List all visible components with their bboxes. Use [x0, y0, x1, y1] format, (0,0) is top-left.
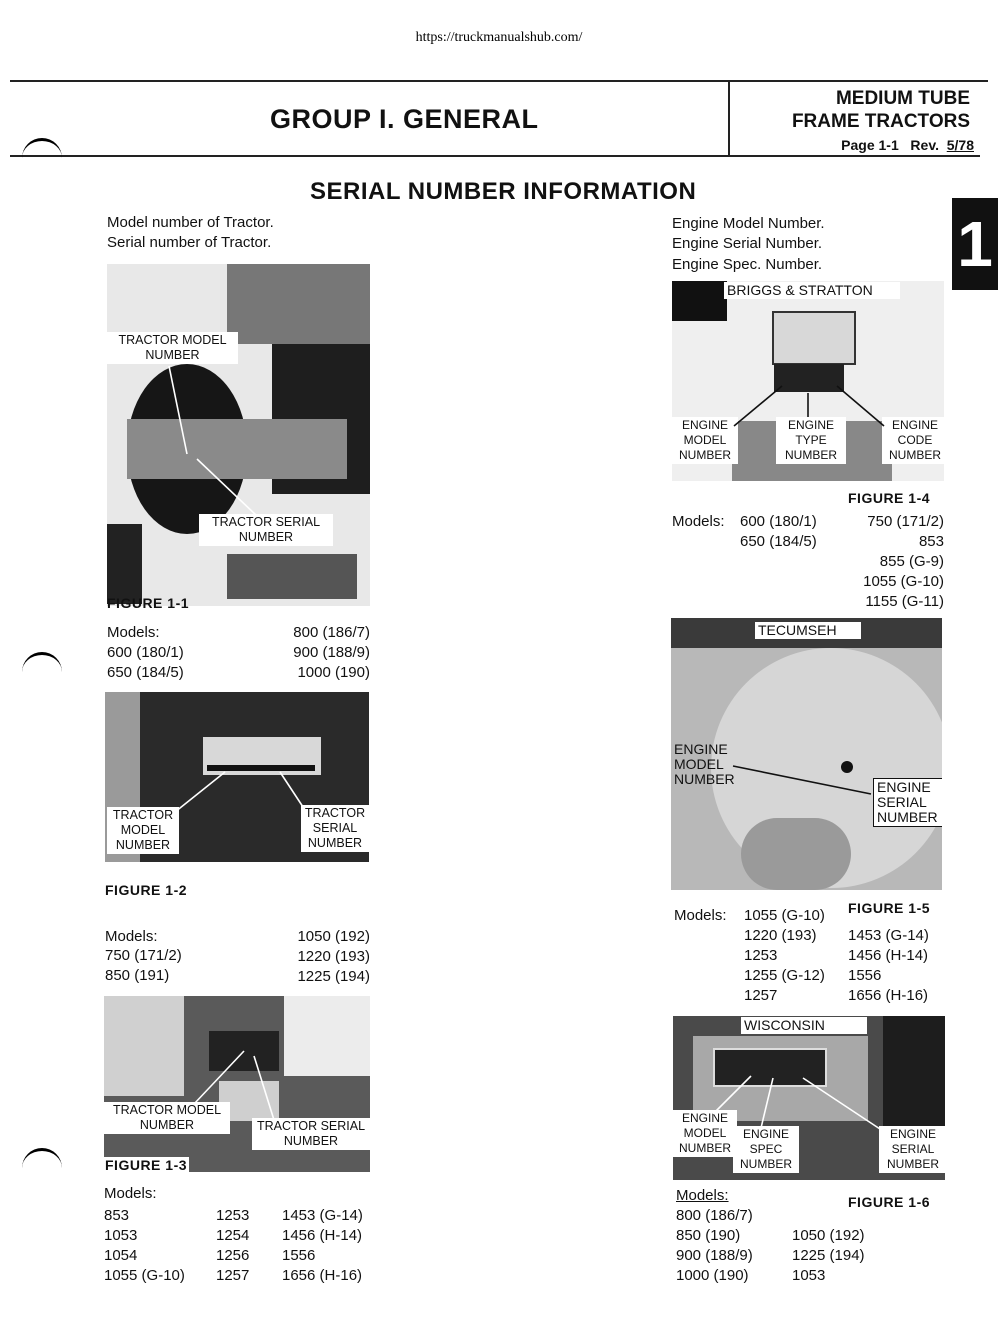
header-bottom-rule [10, 155, 980, 157]
figure-1-5-model-label: ENGINE MODEL NUMBER [674, 741, 735, 787]
figure-1-1-model-label: TRACTOR MODEL NUMBER [107, 332, 238, 364]
model-entry: 1556 [848, 967, 882, 984]
left-intro-1: Model number of Tractor. [107, 214, 274, 231]
figure-1-1-models-col1 [107, 643, 184, 683]
figure-1-2-model-label: TRACTOR MODEL NUMBER [107, 807, 179, 854]
model-entry: 1000 (190) [676, 1267, 749, 1284]
header-divider [728, 82, 730, 157]
model-entry: 1053 [104, 1227, 138, 1244]
figure-1-2-leader-lines [105, 692, 369, 862]
binder-hole-icon [22, 138, 62, 163]
figure-1-6-model-label: ENGINE MODEL NUMBER [673, 1110, 737, 1157]
figure-1-1-models-heading: Models: [107, 624, 160, 641]
figure-1-3-leader-lines [104, 996, 370, 1172]
group-title: GROUP I. GENERAL [270, 104, 539, 134]
right-intro-3: Engine Spec. Number. [672, 256, 823, 273]
figure-1-6-photo [673, 1016, 945, 1180]
page-label: Page 1-1 [841, 137, 899, 153]
figure-1-4-models-col2 [838, 512, 944, 612]
left-intro-2: Serial number of Tractor. [107, 234, 272, 251]
figure-1-5-models-heading: Models: [674, 907, 727, 924]
figure-1-3-models-col1 [104, 1206, 185, 1286]
model-entry: 853 [104, 1207, 130, 1224]
figure-1-6-models-col2 [792, 1226, 865, 1286]
figure-1-5-models-col2 [848, 926, 929, 1006]
figure-1-5-photo [671, 618, 942, 890]
right-intro-1: Engine Model Number. [672, 215, 825, 232]
model-entry: 650 (184/5) [740, 533, 817, 550]
figure-1-3-models-heading: Models: [104, 1185, 157, 1202]
model-entry: 850 (190) [676, 1227, 741, 1244]
model-entry: 1456 (H-14) [282, 1227, 363, 1244]
model-entry: 800 (186/7) [676, 1207, 753, 1224]
model-entry: 1155 (G-11) [865, 593, 944, 610]
model-entry: 1656 (H-16) [848, 987, 929, 1004]
model-entry: 1656 (H-16) [282, 1267, 363, 1284]
figure-1-6-models-col1 [676, 1206, 753, 1286]
series-line-1: MEDIUM TUBE [835, 88, 970, 109]
model-entry: 1055 (G-10) [744, 907, 825, 924]
model-entry: 600 (180/1) [107, 644, 184, 661]
figure-1-2-caption: FIGURE 1-2 [105, 882, 188, 898]
figure-1-4-models-col1 [740, 512, 817, 552]
figure-1-5-brand: TECUMSEH [755, 622, 861, 639]
figure-1-6-caption: FIGURE 1-6 [848, 1194, 931, 1210]
model-entry: 1456 (H-14) [848, 947, 929, 964]
figure-1-6-leader-lines [673, 1016, 945, 1180]
model-entry: 1050 (192) [297, 928, 370, 945]
figure-1-5-models-col1 [744, 906, 825, 1006]
model-entry: 900 (188/9) [293, 644, 370, 661]
model-entry: 650 (184/5) [107, 664, 184, 681]
model-entry: 900 (188/9) [676, 1247, 753, 1264]
page-reference [841, 137, 974, 153]
model-entry: 1254 [216, 1227, 250, 1244]
model-entry: 1225 (194) [297, 968, 370, 985]
binder-hole-icon [22, 1148, 62, 1173]
model-entry: 600 (180/1) [740, 513, 817, 530]
figure-1-3-model-label: TRACTOR MODEL NUMBER [104, 1102, 230, 1134]
figure-1-5-serial-label: ENGINE SERIAL NUMBER [873, 778, 942, 827]
figure-1-6-spec-label: ENGINE SPEC NUMBER [733, 1126, 799, 1173]
figure-1-2-models-col2 [280, 927, 370, 987]
figure-1-3-models-col2 [216, 1206, 249, 1286]
model-entry: 1225 (194) [792, 1247, 865, 1264]
section-tab: 1 [952, 198, 998, 290]
figure-1-4-code-label: ENGINE CODE NUMBER [882, 417, 944, 464]
model-entry: 1253 [216, 1207, 250, 1224]
header-top-rule [10, 80, 988, 82]
model-entry: 1256 [216, 1247, 250, 1264]
figure-1-5-caption: FIGURE 1-5 [848, 900, 931, 916]
figure-1-5-leader-lines [671, 618, 942, 890]
figure-1-6-brand: WISCONSIN [741, 1017, 867, 1034]
figure-1-4-leader-lines [672, 281, 944, 481]
model-entry: 750 (171/2) [105, 947, 182, 964]
model-entry: 1257 [744, 987, 778, 1004]
right-intro-2: Engine Serial Number. [672, 235, 823, 252]
figure-1-1-serial-label: TRACTOR SERIAL NUMBER [199, 514, 333, 546]
figure-1-4-models-heading: Models: [672, 513, 725, 530]
figure-1-4-photo [672, 281, 944, 481]
model-entry: 800 (186/7) [293, 624, 370, 641]
rev-value: 5/78 [946, 137, 974, 153]
figure-1-3-photo [104, 996, 370, 1172]
figure-1-2-models-heading: Models: [105, 928, 158, 945]
figure-1-1-caption: FIGURE 1-1 [107, 595, 190, 611]
model-entry: 1054 [104, 1247, 138, 1264]
model-entry: 853 [918, 533, 944, 550]
source-url[interactable]: https://truckmanualshub.com/ [415, 30, 583, 45]
model-entry: 1220 (193) [297, 948, 370, 965]
model-entry: 850 (191) [105, 967, 170, 984]
model-entry: 1220 (193) [744, 927, 817, 944]
model-entry: 1050 (192) [792, 1227, 865, 1244]
model-entry: 1257 [216, 1267, 250, 1284]
section-title: SERIAL NUMBER INFORMATION [310, 178, 697, 205]
model-entry: 1556 [282, 1247, 316, 1264]
model-entry: 855 (G-9) [879, 553, 944, 570]
model-entry: 750 (171/2) [867, 513, 944, 530]
model-entry: 1453 (G-14) [282, 1207, 363, 1224]
figure-1-1-photo [107, 264, 370, 606]
model-entry: 1253 [744, 947, 778, 964]
figure-1-3-serial-label: TRACTOR SERIAL NUMBER [252, 1118, 370, 1150]
figure-1-2-photo [105, 692, 369, 862]
model-entry: 1053 [792, 1267, 826, 1284]
figure-1-3-models-col3 [282, 1206, 363, 1286]
figure-1-1-models-col2 [280, 623, 370, 683]
model-entry: 1453 (G-14) [848, 927, 929, 944]
figure-1-2-serial-label: TRACTOR SERIAL NUMBER [301, 805, 369, 852]
figure-1-1-leader-lines [107, 264, 370, 606]
figure-1-3-caption: FIGURE 1-3 [105, 1157, 188, 1173]
model-entry: 1255 (G-12) [744, 967, 825, 984]
model-entry: 1055 (G-10) [104, 1267, 185, 1284]
figure-1-4-brand: BRIGGS & STRATTON [724, 282, 900, 299]
series-line-2: FRAME TRACTORS [791, 111, 970, 132]
figure-1-4-caption: FIGURE 1-4 [848, 490, 931, 506]
figure-1-6-models-heading: Models: [676, 1187, 729, 1204]
binder-hole-icon [22, 652, 62, 677]
model-entry: 1055 (G-10) [863, 573, 944, 590]
rev-label: Rev. [910, 137, 939, 153]
model-entry: 1000 (190) [297, 664, 370, 681]
figure-1-4-model-label: ENGINE MODEL NUMBER [672, 417, 738, 464]
figure-1-6-serial-label: ENGINE SERIAL NUMBER [879, 1126, 945, 1173]
figure-1-4-type-label: ENGINE TYPE NUMBER [776, 417, 846, 464]
figure-1-2-models-col1 [105, 946, 182, 986]
